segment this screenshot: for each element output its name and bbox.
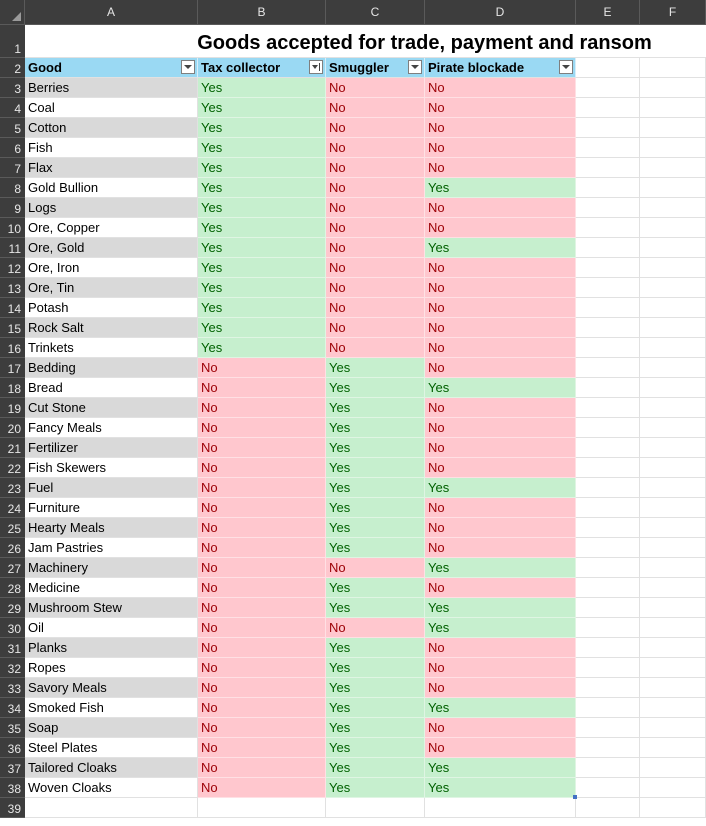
status-cell[interactable]: Yes (425, 238, 576, 258)
header-cell-tax-collector[interactable] (198, 58, 326, 78)
header-cell-pirate-blockade[interactable] (425, 58, 576, 78)
good-cell[interactable]: Ore, Tin (25, 278, 198, 298)
empty-cell[interactable] (640, 518, 706, 538)
good-cell[interactable]: Cotton (25, 118, 198, 138)
status-cell[interactable]: No (326, 298, 425, 318)
status-cell[interactable]: Yes (198, 158, 326, 178)
status-cell[interactable]: Yes (198, 258, 326, 278)
row-header[interactable]: 34 (0, 698, 25, 718)
row-header[interactable]: 29 (0, 598, 25, 618)
empty-cell[interactable] (576, 658, 640, 678)
empty-cell[interactable] (640, 678, 706, 698)
row-header[interactable]: 3 (0, 78, 25, 98)
row-header[interactable]: 10 (0, 218, 25, 238)
empty-cell[interactable] (640, 58, 706, 78)
empty-cell[interactable] (640, 138, 706, 158)
status-cell[interactable]: Yes (326, 378, 425, 398)
empty-cell[interactable] (576, 678, 640, 698)
status-cell[interactable]: No (425, 578, 576, 598)
empty-cell[interactable] (576, 98, 640, 118)
header-label: Tax collector (201, 60, 281, 75)
table-resize-handle[interactable] (573, 795, 577, 799)
empty-cell[interactable] (640, 478, 706, 498)
empty-cell[interactable] (576, 498, 640, 518)
status-cell[interactable]: No (425, 718, 576, 738)
status-cell[interactable]: No (326, 198, 425, 218)
good-cell[interactable]: Ropes (25, 658, 198, 678)
header-label: Smuggler (329, 60, 389, 75)
status-cell[interactable]: No (326, 138, 425, 158)
empty-cell[interactable] (576, 618, 640, 638)
empty-cell[interactable] (576, 358, 640, 378)
status-cell[interactable]: Yes (198, 78, 326, 98)
status-cell[interactable]: No (425, 278, 576, 298)
empty-cell[interactable] (640, 698, 706, 718)
row-header[interactable]: 8 (0, 178, 25, 198)
empty-cell[interactable] (640, 318, 706, 338)
row-header[interactable]: 36 (0, 738, 25, 758)
row-header[interactable]: 32 (0, 658, 25, 678)
status-cell[interactable]: No (326, 278, 425, 298)
empty-cell[interactable] (576, 238, 640, 258)
status-cell[interactable]: No (326, 318, 425, 338)
status-cell[interactable]: No (198, 518, 326, 538)
empty-cell[interactable] (640, 598, 706, 618)
status-cell[interactable]: Yes (326, 518, 425, 538)
status-cell[interactable]: Yes (198, 118, 326, 138)
empty-cell[interactable] (576, 638, 640, 658)
row-header[interactable]: 28 (0, 578, 25, 598)
status-cell[interactable]: No (326, 338, 425, 358)
empty-cell[interactable] (640, 178, 706, 198)
empty-cell[interactable] (640, 278, 706, 298)
status-cell[interactable]: No (425, 118, 576, 138)
empty-cell[interactable] (576, 258, 640, 278)
status-cell[interactable]: Yes (198, 178, 326, 198)
status-cell[interactable]: No (425, 98, 576, 118)
status-cell[interactable]: Yes (425, 178, 576, 198)
status-cell[interactable]: No (425, 398, 576, 418)
status-cell[interactable]: Yes (425, 478, 576, 498)
row-header[interactable]: 11 (0, 238, 25, 258)
sheet-title: Goods accepted for trade, payment and ransom (197, 32, 652, 54)
empty-cell[interactable] (576, 318, 640, 338)
status-cell[interactable]: No (198, 498, 326, 518)
empty-cell[interactable] (576, 698, 640, 718)
select-all-corner[interactable] (0, 0, 25, 25)
good-cell[interactable]: Savory Meals (25, 678, 198, 698)
empty-cell[interactable] (640, 398, 706, 418)
status-cell[interactable]: Yes (326, 538, 425, 558)
empty-cell[interactable] (640, 578, 706, 598)
status-cell[interactable]: Yes (326, 638, 425, 658)
empty-cell[interactable] (198, 798, 326, 818)
empty-cell[interactable] (640, 618, 706, 638)
row-header[interactable]: 22 (0, 458, 25, 478)
status-cell[interactable]: Yes (326, 398, 425, 418)
empty-cell[interactable] (576, 458, 640, 478)
status-cell[interactable]: No (425, 438, 576, 458)
empty-cell[interactable] (576, 798, 640, 818)
empty-cell[interactable] (640, 718, 706, 738)
status-cell[interactable]: No (326, 158, 425, 178)
status-cell[interactable]: No (425, 138, 576, 158)
status-cell[interactable]: No (198, 538, 326, 558)
row-header[interactable]: 17 (0, 358, 25, 378)
empty-cell[interactable] (576, 738, 640, 758)
empty-cell[interactable] (640, 538, 706, 558)
row-header[interactable]: 15 (0, 318, 25, 338)
status-cell[interactable]: Yes (326, 718, 425, 738)
empty-cell[interactable] (576, 338, 640, 358)
empty-cell[interactable] (576, 518, 640, 538)
status-cell[interactable]: Yes (326, 418, 425, 438)
status-cell[interactable]: No (198, 738, 326, 758)
sort-filter-icon[interactable] (309, 60, 323, 74)
empty-cell[interactable] (576, 378, 640, 398)
status-cell[interactable]: Yes (425, 378, 576, 398)
good-cell[interactable]: Smoked Fish (25, 698, 198, 718)
filter-dropdown-icon[interactable] (559, 60, 573, 74)
good-cell[interactable]: Woven Cloaks (25, 778, 198, 798)
status-cell[interactable]: Yes (326, 498, 425, 518)
status-cell[interactable]: No (425, 678, 576, 698)
empty-cell[interactable] (640, 198, 706, 218)
status-cell[interactable]: Yes (198, 338, 326, 358)
status-cell[interactable]: No (425, 738, 576, 758)
good-cell[interactable]: Gold Bullion (25, 178, 198, 198)
status-cell[interactable]: No (198, 638, 326, 658)
status-cell[interactable]: No (425, 358, 576, 378)
empty-cell[interactable] (576, 218, 640, 238)
empty-cell[interactable] (576, 298, 640, 318)
row-header[interactable]: 20 (0, 418, 25, 438)
column-header-f[interactable]: F (640, 0, 706, 25)
empty-cell[interactable] (326, 798, 425, 818)
status-cell[interactable]: Yes (326, 658, 425, 678)
status-cell[interactable]: No (425, 318, 576, 338)
empty-cell[interactable] (640, 418, 706, 438)
status-cell[interactable]: No (198, 398, 326, 418)
status-cell[interactable]: Yes (198, 218, 326, 238)
empty-cell[interactable] (576, 438, 640, 458)
filter-dropdown-icon[interactable] (408, 60, 422, 74)
empty-cell[interactable] (576, 478, 640, 498)
good-cell[interactable]: Soap (25, 718, 198, 738)
status-cell[interactable]: No (425, 498, 576, 518)
status-cell[interactable]: No (326, 218, 425, 238)
header-cell-good[interactable] (25, 58, 198, 78)
good-cell[interactable]: Medicine (25, 578, 198, 598)
good-cell[interactable]: Trinkets (25, 338, 198, 358)
empty-cell[interactable] (576, 418, 640, 438)
status-cell[interactable]: No (198, 658, 326, 678)
good-cell[interactable]: Jam Pastries (25, 538, 198, 558)
empty-cell[interactable] (640, 738, 706, 758)
status-cell[interactable]: Yes (326, 698, 425, 718)
empty-cell[interactable] (640, 78, 706, 98)
good-cell[interactable]: Flax (25, 158, 198, 178)
status-cell[interactable]: No (198, 418, 326, 438)
status-cell[interactable]: Yes (425, 778, 576, 798)
status-cell[interactable]: No (425, 518, 576, 538)
empty-cell[interactable] (640, 358, 706, 378)
column-header-a[interactable]: A (25, 0, 198, 25)
row-header[interactable]: 1 (0, 25, 25, 58)
empty-cell[interactable] (576, 778, 640, 798)
row-header[interactable]: 18 (0, 378, 25, 398)
empty-cell[interactable] (640, 118, 706, 138)
status-cell[interactable]: Yes (326, 578, 425, 598)
row-header[interactable]: 2 (0, 58, 25, 78)
good-cell[interactable]: Bedding (25, 358, 198, 378)
status-cell[interactable]: No (425, 538, 576, 558)
status-cell[interactable]: No (198, 618, 326, 638)
filter-dropdown-icon[interactable] (181, 60, 195, 74)
column-header-b[interactable]: B (198, 0, 326, 25)
status-cell[interactable]: No (198, 598, 326, 618)
empty-cell[interactable] (640, 298, 706, 318)
status-cell[interactable]: No (198, 458, 326, 478)
empty-cell[interactable] (576, 58, 640, 78)
row-header[interactable]: 24 (0, 498, 25, 518)
empty-cell[interactable] (640, 378, 706, 398)
header-label: Good (28, 60, 62, 75)
row-header[interactable]: 33 (0, 678, 25, 698)
good-cell[interactable]: Hearty Meals (25, 518, 198, 538)
row-header[interactable]: 25 (0, 518, 25, 538)
status-cell[interactable]: No (198, 778, 326, 798)
row-header[interactable]: 37 (0, 758, 25, 778)
status-cell[interactable]: Yes (198, 138, 326, 158)
good-cell[interactable]: Mushroom Stew (25, 598, 198, 618)
empty-cell[interactable] (576, 278, 640, 298)
status-cell[interactable]: Yes (198, 298, 326, 318)
empty-cell[interactable] (576, 758, 640, 778)
status-cell[interactable]: Yes (198, 238, 326, 258)
status-cell[interactable]: No (198, 378, 326, 398)
status-cell[interactable]: No (425, 338, 576, 358)
empty-cell[interactable] (576, 138, 640, 158)
status-cell[interactable]: Yes (326, 358, 425, 378)
good-cell[interactable]: Tailored Cloaks (25, 758, 198, 778)
status-cell[interactable]: No (198, 558, 326, 578)
column-header-c[interactable]: C (326, 0, 425, 25)
good-cell[interactable]: Ore, Gold (25, 238, 198, 258)
status-cell[interactable]: No (198, 758, 326, 778)
empty-cell[interactable] (425, 798, 576, 818)
empty-cell[interactable] (640, 758, 706, 778)
status-cell[interactable]: No (425, 658, 576, 678)
good-cell[interactable]: Potash (25, 298, 198, 318)
empty-cell[interactable] (576, 198, 640, 218)
status-cell[interactable]: No (425, 78, 576, 98)
empty-cell[interactable] (640, 658, 706, 678)
empty-cell[interactable] (576, 558, 640, 578)
good-cell[interactable]: Fuel (25, 478, 198, 498)
good-cell[interactable]: Fancy Meals (25, 418, 198, 438)
status-cell[interactable]: No (326, 98, 425, 118)
status-cell[interactable]: Yes (326, 678, 425, 698)
status-cell[interactable]: No (326, 238, 425, 258)
column-header-e[interactable]: E (576, 0, 640, 25)
status-cell[interactable]: No (326, 258, 425, 278)
row-header[interactable]: 5 (0, 118, 25, 138)
sheet-title-cell[interactable] (25, 25, 706, 58)
empty-cell[interactable] (640, 498, 706, 518)
good-cell[interactable]: Furniture (25, 498, 198, 518)
status-cell[interactable]: No (198, 678, 326, 698)
row-header[interactable]: 7 (0, 158, 25, 178)
good-cell[interactable]: Ore, Copper (25, 218, 198, 238)
status-cell[interactable]: No (425, 458, 576, 478)
empty-cell[interactable] (576, 538, 640, 558)
status-cell[interactable]: No (326, 558, 425, 578)
empty-cell[interactable] (576, 598, 640, 618)
status-cell[interactable]: No (326, 178, 425, 198)
empty-cell[interactable] (576, 718, 640, 738)
status-cell[interactable]: Yes (425, 598, 576, 618)
status-cell[interactable]: Yes (425, 758, 576, 778)
empty-cell[interactable] (640, 258, 706, 278)
status-cell[interactable]: No (425, 298, 576, 318)
empty-cell[interactable] (640, 218, 706, 238)
header-cell-smuggler[interactable] (326, 58, 425, 78)
good-cell[interactable]: Cut Stone (25, 398, 198, 418)
status-cell[interactable]: Yes (326, 758, 425, 778)
good-cell[interactable]: Rock Salt (25, 318, 198, 338)
row-header[interactable]: 19 (0, 398, 25, 418)
status-cell[interactable]: No (198, 358, 326, 378)
status-cell[interactable]: Yes (198, 278, 326, 298)
status-cell[interactable]: No (198, 698, 326, 718)
good-cell[interactable]: Fertilizer (25, 438, 198, 458)
empty-cell[interactable] (576, 78, 640, 98)
status-cell[interactable]: Yes (326, 738, 425, 758)
status-cell[interactable]: No (425, 218, 576, 238)
status-cell[interactable]: No (326, 618, 425, 638)
good-cell[interactable]: Steel Plates (25, 738, 198, 758)
row-header[interactable]: 23 (0, 478, 25, 498)
good-cell[interactable]: Berries (25, 78, 198, 98)
status-cell[interactable]: Yes (326, 778, 425, 798)
status-cell[interactable]: No (198, 578, 326, 598)
status-cell[interactable]: Yes (326, 478, 425, 498)
empty-cell[interactable] (576, 118, 640, 138)
empty-cell[interactable] (640, 438, 706, 458)
empty-cell[interactable] (640, 778, 706, 798)
empty-cell[interactable] (640, 638, 706, 658)
status-cell[interactable]: No (425, 638, 576, 658)
status-cell[interactable]: No (198, 438, 326, 458)
status-cell[interactable]: No (425, 198, 576, 218)
row-header[interactable]: 31 (0, 638, 25, 658)
status-cell[interactable]: Yes (326, 438, 425, 458)
status-cell[interactable]: No (425, 418, 576, 438)
row-header[interactable]: 6 (0, 138, 25, 158)
row-header[interactable]: 27 (0, 558, 25, 578)
status-cell[interactable]: Yes (326, 598, 425, 618)
status-cell[interactable]: No (198, 478, 326, 498)
row-header[interactable]: 13 (0, 278, 25, 298)
empty-cell[interactable] (640, 458, 706, 478)
status-cell[interactable]: No (326, 78, 425, 98)
good-cell[interactable]: Coal (25, 98, 198, 118)
empty-cell[interactable] (640, 238, 706, 258)
status-cell[interactable]: No (326, 118, 425, 138)
good-cell[interactable]: Fish Skewers (25, 458, 198, 478)
empty-cell[interactable] (25, 798, 198, 818)
status-cell[interactable]: No (198, 718, 326, 738)
row-header[interactable]: 30 (0, 618, 25, 638)
status-cell[interactable]: Yes (425, 618, 576, 638)
row-header[interactable]: 35 (0, 718, 25, 738)
empty-cell[interactable] (576, 158, 640, 178)
empty-cell[interactable] (576, 398, 640, 418)
empty-cell[interactable] (576, 178, 640, 198)
empty-cell[interactable] (576, 578, 640, 598)
good-cell[interactable]: Bread (25, 378, 198, 398)
row-header[interactable]: 16 (0, 338, 25, 358)
row-header[interactable]: 12 (0, 258, 25, 278)
good-cell[interactable]: Machinery (25, 558, 198, 578)
status-cell[interactable]: Yes (198, 318, 326, 338)
row-header[interactable]: 9 (0, 198, 25, 218)
good-cell[interactable]: Fish (25, 138, 198, 158)
header-label: Pirate blockade (428, 60, 525, 75)
row-header[interactable]: 4 (0, 98, 25, 118)
row-header[interactable]: 38 (0, 778, 25, 798)
status-cell[interactable]: Yes (425, 698, 576, 718)
status-cell[interactable]: No (425, 158, 576, 178)
row-header[interactable]: 21 (0, 438, 25, 458)
good-cell[interactable]: Logs (25, 198, 198, 218)
empty-cell[interactable] (640, 158, 706, 178)
column-header-d[interactable]: D (425, 0, 576, 25)
row-header[interactable]: 39 (0, 798, 25, 818)
good-cell[interactable]: Oil (25, 618, 198, 638)
empty-cell[interactable] (640, 98, 706, 118)
row-header[interactable]: 26 (0, 538, 25, 558)
status-cell[interactable]: Yes (198, 198, 326, 218)
empty-cell[interactable] (640, 338, 706, 358)
status-cell[interactable]: Yes (198, 98, 326, 118)
row-header[interactable]: 14 (0, 298, 25, 318)
empty-cell[interactable] (640, 798, 706, 818)
status-cell[interactable]: Yes (326, 458, 425, 478)
status-cell[interactable]: Yes (425, 558, 576, 578)
empty-cell[interactable] (640, 558, 706, 578)
good-cell[interactable]: Ore, Iron (25, 258, 198, 278)
good-cell[interactable]: Planks (25, 638, 198, 658)
status-cell[interactable]: No (425, 258, 576, 278)
